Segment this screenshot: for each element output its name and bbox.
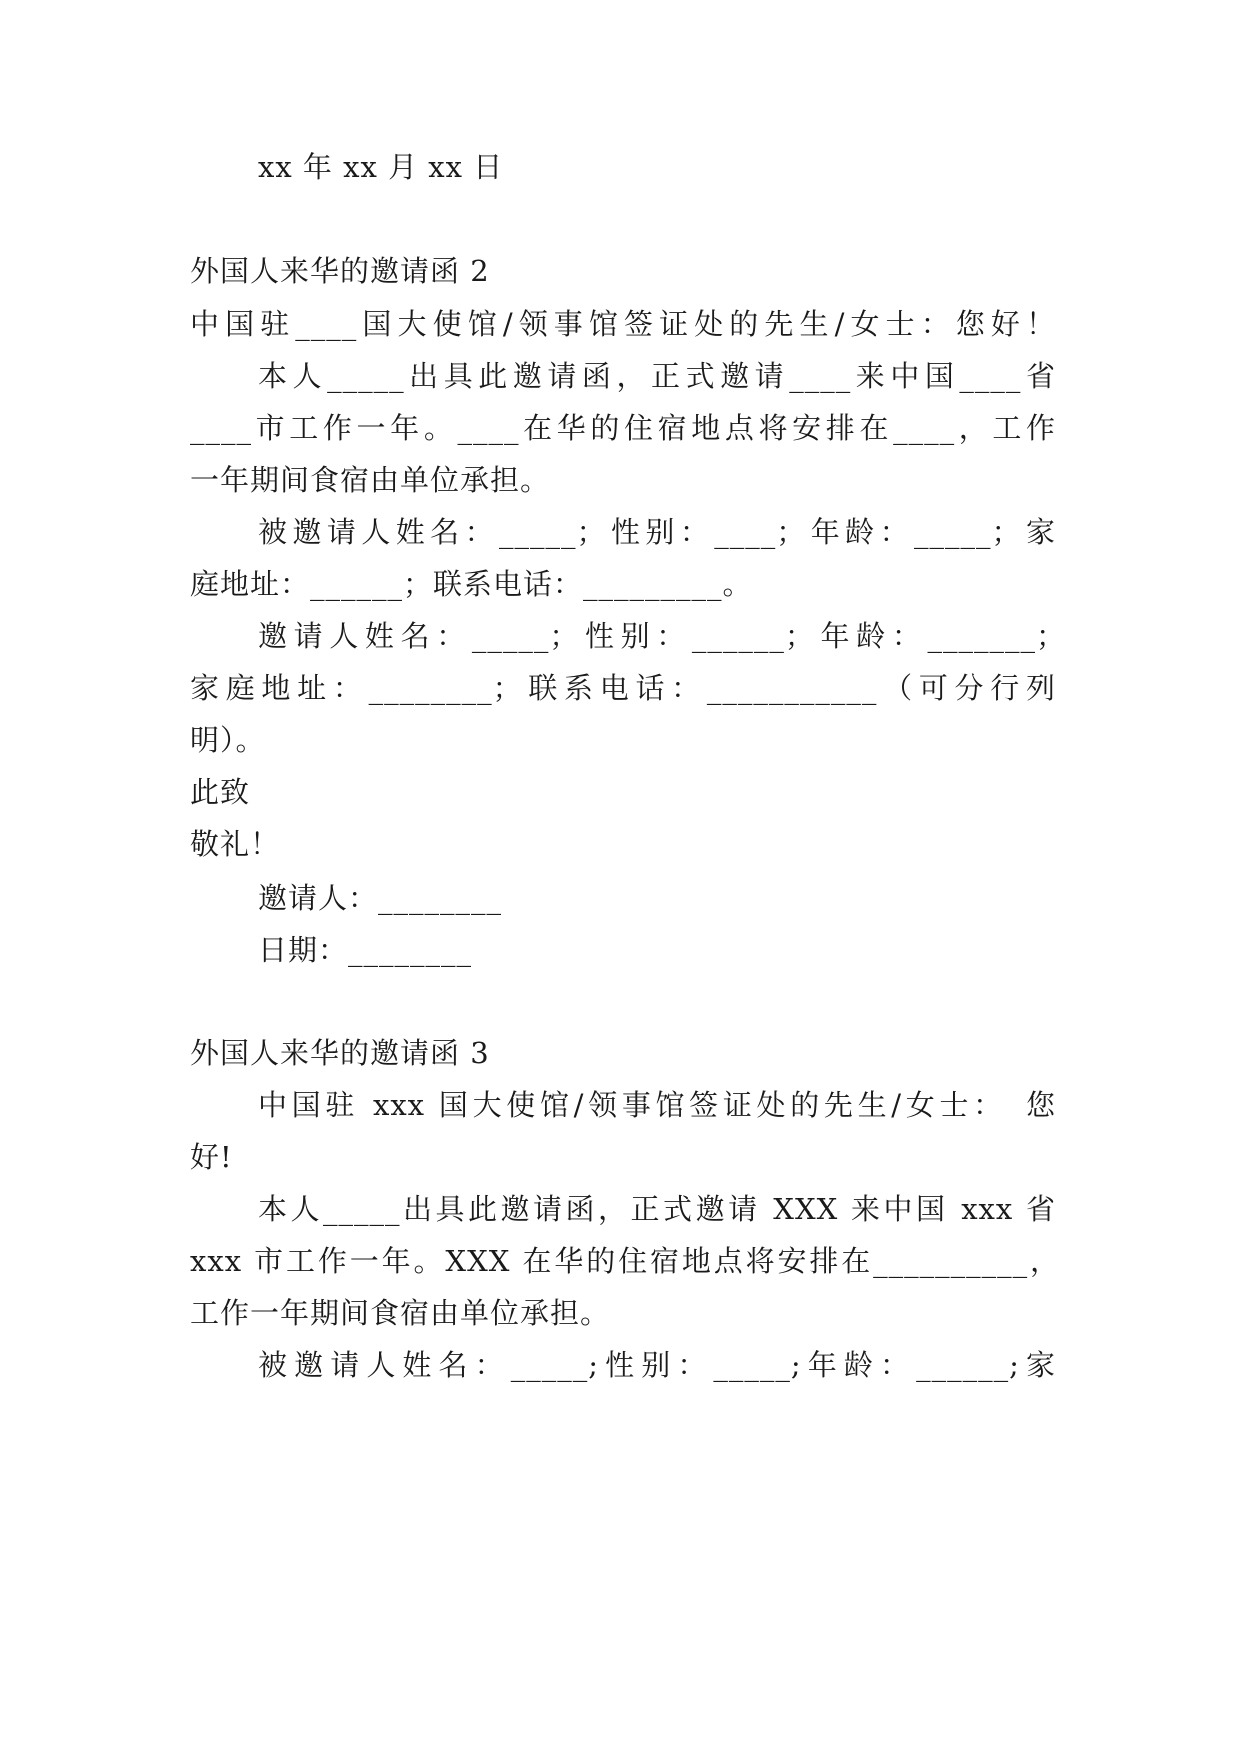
letter-2-title: 外国人来华的邀请函 2: [190, 254, 490, 288]
letter-2-paragraph-2-line-1: 被邀请人姓名：_____；性别：____；年龄：_____；家: [258, 515, 1056, 549]
letter-3-title: 外国人来华的邀请函 3: [190, 1036, 490, 1070]
letter-3-paragraph-1-line-2: xxx 市工作一年。XXX 在华的住宿地点将安排在__________，: [190, 1244, 1060, 1278]
letter-2-paragraph-3-line-2: 家庭地址：________；联系电话：___________（可分行列: [190, 671, 1056, 705]
date-line: xx 年 xx 月 xx 日: [258, 150, 504, 184]
letter-2-salutation: 中国驻____国大使馆/领事馆签证处的先生/女士：您好！: [190, 307, 1056, 341]
letter-2-paragraph-1-line-2: ____市工作一年。____在华的住宿地点将安排在____，工作: [190, 411, 1056, 445]
letter-3-paragraph-2-line-1: 被邀请人姓名：_____;性别：_____;年龄：______;家: [258, 1348, 1056, 1382]
letter-2-closing-1: 此致: [190, 775, 251, 809]
letter-3-salutation-line-1: 中国驻 xxx 国大使馆/领事馆签证处的先生/女士： 您: [258, 1088, 1056, 1122]
letter-2-paragraph-1-line-1: 本人_____出具此邀请函，正式邀请____来中国____省: [258, 359, 1056, 393]
letter-2-paragraph-2-line-2: 庭地址：______；联系电话：_________。: [190, 567, 753, 601]
letter-2-closing-2: 敬礼！: [190, 827, 281, 861]
letter-2-paragraph-1-line-3: 一年期间食宿由单位承担。: [190, 463, 551, 497]
letter-2-signature-date: 日期：________: [258, 933, 473, 967]
letter-3-paragraph-1-line-1: 本人_____出具此邀请函，正式邀请 XXX 来中国 xxx 省: [258, 1192, 1056, 1226]
letter-3-salutation-line-2: 好!: [190, 1140, 233, 1174]
letter-2-signature-inviter: 邀请人：________: [258, 881, 503, 915]
letter-3-paragraph-1-line-3: 工作一年期间食宿由单位承担。: [190, 1296, 611, 1330]
letter-2-paragraph-3-line-1: 邀请人姓名：_____；性别：______；年龄：_______；: [258, 619, 1066, 653]
letter-2-paragraph-3-line-3: 明）。: [190, 723, 266, 757]
